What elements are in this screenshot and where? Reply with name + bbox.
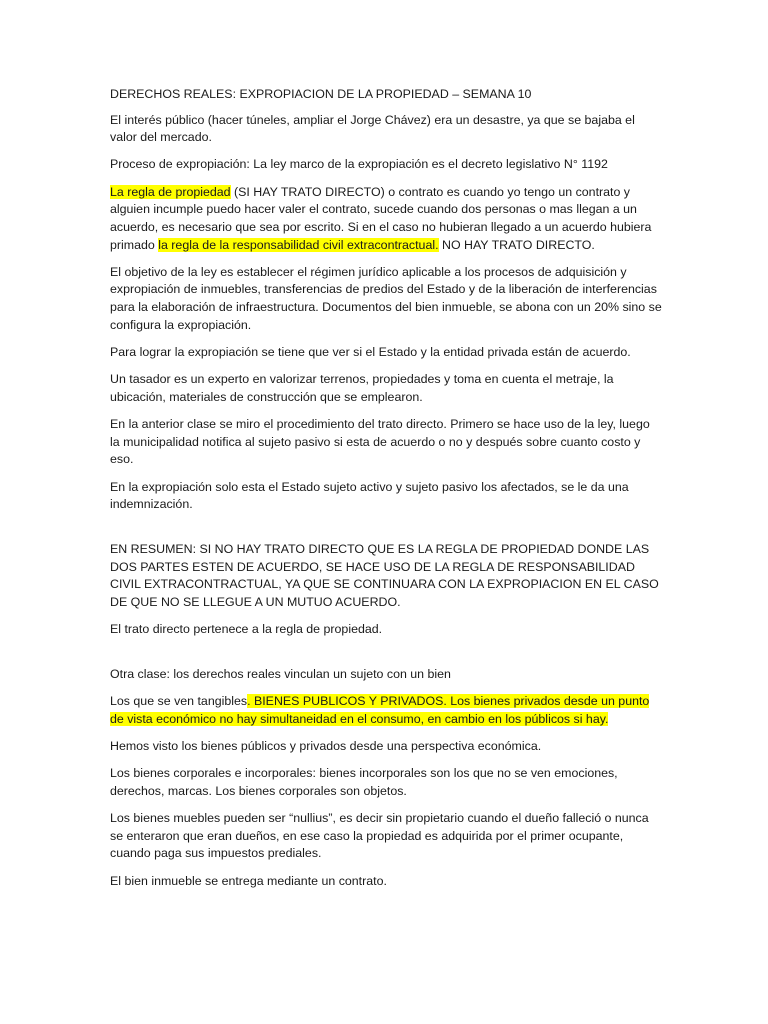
- paragraph-text: NO HAY TRATO DIRECTO.: [438, 237, 595, 252]
- document-body: [110, 86, 662, 900]
- paragraph-bienes-tangibles: [110, 693, 662, 728]
- paragraph-text: (SI HAY TRATO DIRECTO) o contrato es cuando yo tengo un contrato y alguien incumple puedo hacer valer el contrato, sucede cuando dos personas o mas llegan a un acuerdo, es necesario que sea por escrito. Si en el caso no hubieran llegado a un acuerdo hubiera primado: [110, 184, 652, 252]
- blank-line: [110, 648, 662, 666]
- paragraph-anterior-clase: En la anterior clase se miro el procedimiento del trato directo. Primero se hace uso de la ley, luego la municipalidad notifica al sujeto pasivo si esta de acuerdo o no y después sobre cuanto costo y eso.: [110, 417, 650, 467]
- paragraph-tasador: Un tasador es un experto en valorizar terrenos, propiedades y toma en cuenta el metraje, la ubicación, materiales de construcción que se emplearon.: [110, 372, 614, 404]
- paragraph-trato-directo: El trato directo pertenece a la regla de propiedad.: [110, 622, 383, 637]
- paragraph-proceso-expropiacion: Proceso de expropiación: La ley marco de la expropiación es el decreto legislativo N° 1192: [110, 157, 608, 172]
- highlight-responsabilidad-civil: la regla de la responsabilidad civil extracontractual.: [158, 237, 439, 252]
- paragraph-regla-propiedad: [110, 184, 662, 254]
- paragraph-text: Los que se ven tangibles: [110, 694, 248, 709]
- highlight-bienes-publicos-privados: . BIENES PUBLICOS Y PRIVADOS. Los bienes privados desde un punto de vista económico no hay simultaneidad en el consumo, en cambio en los públicos si hay.: [110, 694, 650, 726]
- paragraph-bienes-corporales: Los bienes corporales e incorporales: bienes incorporales son los que no se ven emociones, derechos, marcas. Los bienes corporales son objetos.: [110, 766, 618, 798]
- blank-line: [110, 523, 662, 541]
- paragraph-lograr-expropiacion: Para lograr la expropiación se tiene que ver si el Estado y la entidad privada están de acuerdo.: [110, 344, 631, 359]
- paragraph-bienes-muebles: Los bienes muebles pueden ser “nullius”, es decir sin propietario cuando el dueño falleció o nunca se enteraron que eran dueños, en ese caso la propiedad es adquirida por el primer ocupante, cuando paga sus impuestos prediales.: [110, 811, 649, 861]
- paragraph-interes-publico: El interés público (hacer túneles, ampliar el Jorge Chávez) era un desastre, ya que se bajaba el valor del mercado.: [110, 112, 635, 145]
- paragraph-perspectiva-economica: Hemos visto los bienes públicos y privados desde una perspectiva económica.: [110, 739, 542, 754]
- document-title: DERECHOS REALES: EXPROPIACION DE LA PROPIEDAD – SEMANA 10: [110, 87, 532, 101]
- paragraph-objetivo-ley: El objetivo de la ley es establecer el régimen jurídico aplicable a los procesos de adquisición y expropiación de inmuebles, transferencias de predios del Estado y de la liberación de interferencias para la elaboración de infraestructura. Documentos del bien inmueble, se abona con un 20% sino se configura la expropiación.: [110, 264, 662, 332]
- highlight-regla-propiedad: La regla de propiedad: [110, 184, 231, 199]
- paragraph-en-resumen: EN RESUMEN: SI NO HAY TRATO DIRECTO QUE ES LA REGLA DE PROPIEDAD DONDE LAS DOS PARTES ESTEN DE ACUERDO, SE HACE USO DE LA REGLA DE RESPONSABILIDAD CIVIL EXTRACONTRACTUAL, YA QUE SE CONTINUARA CON LA EXPROPIACION EN EL CASO DE QUE NO SE LLEGUE A UN MUTUO ACUERDO.: [110, 541, 659, 609]
- paragraph-otra-clase: Otra clase: los derechos reales vinculan un sujeto con un bien: [110, 666, 451, 681]
- paragraph-bien-inmueble: El bien inmueble se entrega mediante un contrato.: [110, 873, 387, 888]
- paragraph-estado-sujeto: En la expropiación solo esta el Estado sujeto activo y sujeto pasivo los afectados, se le da una indemnización.: [110, 479, 629, 512]
